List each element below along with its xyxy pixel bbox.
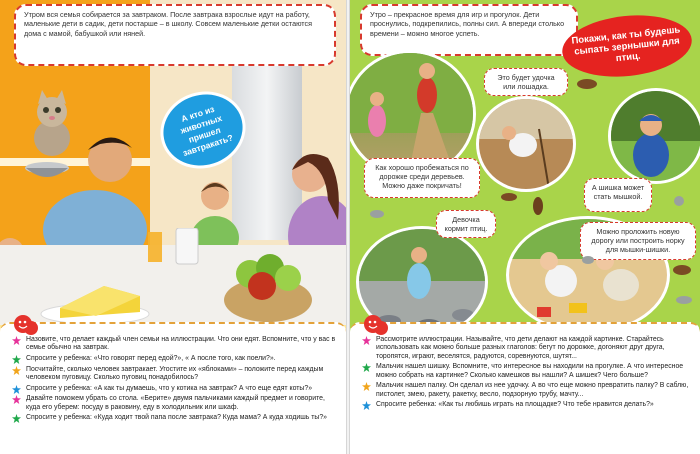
star-bullet-icon (12, 366, 21, 375)
task-text: Мальчик нашел шишку. Вспомните, что интересное вы находили на прогулке. А что интересное можно собрать на картинке? Сколько камешков вы нашли? А шишек? Чего больше? (376, 363, 684, 379)
task-text: Рассмотрите иллюстрации. Называйте, что дети делают на каждой картинке. Старайтесь использовать как можно больше разных глаголов: бегут по дорожке, догоняют друг друга, торопятся, играют, веселятся, радуются, соревнуются, шутят... (376, 336, 665, 360)
intro-text-right: Утро – прекрасное время для игр и прогулок. Дети проснулись, подкрепились, полны сил. А впереди столько времени – можно многое успеть. (370, 10, 565, 38)
task-text: Спросите ребенка: «Как ты любишь играть на площадке? Что тебе нравится делать?» (376, 401, 654, 409)
callout-cone-text: А шишка может стать мышкой. (591, 183, 645, 201)
stone (674, 196, 684, 206)
seeds-bubble (559, 9, 695, 82)
boy-stick-illustration (479, 99, 576, 192)
star-bullet-icon (362, 382, 371, 391)
boy-cone-photo (608, 88, 700, 184)
father-illustration (40, 120, 150, 250)
cheese-plate (40, 268, 150, 326)
callout-birds-text: Девочка кормит птиц. (444, 215, 488, 233)
mother-illustration (282, 140, 346, 250)
boy-cone-illustration (611, 91, 700, 184)
boy-stick-photo (476, 96, 576, 192)
task-text: Давайте поможем убрать со стола. «Берите» двумя пальчиками каждый предмет и говорите, куда его уберем: посуду в раковину, еду в холодильник или шкаф. (26, 395, 325, 411)
callout-road (580, 222, 696, 260)
callout-cone (584, 178, 652, 212)
task-text: Назовите, что делает каждый член семьи на иллюстрации. Что они едят. Вспомните, что у вас в семье обычно на завтрак. (26, 336, 336, 352)
task-item (26, 385, 338, 393)
tasks-panel-right (350, 322, 700, 454)
task-list (376, 336, 692, 410)
callout-run (364, 158, 480, 198)
task-text: Мальчик нашел палку. Он сделал из нее удочку. А во что еще можно превратить палку? В саблю, пистолет, змею, ракету, ракетку, весло, подзорную трубу, мачту... (376, 382, 689, 398)
task-item (26, 414, 338, 422)
stone (370, 210, 384, 218)
callout-fishing (484, 68, 568, 96)
pinecone-icon (500, 192, 518, 202)
star-bullet-icon (12, 385, 21, 394)
task-item (26, 395, 338, 412)
task-item (26, 355, 338, 363)
task-item (376, 363, 692, 380)
callout-road-text: Можно проложить новую дорогу или построить норку для мышки-шишки. (591, 227, 685, 254)
callout-fishing-text: Это будет удочка или лошадка. (497, 73, 555, 91)
pinecone-icon (576, 78, 598, 90)
callout-birds (436, 210, 496, 238)
task-text: Спросите у ребенка: «Куда ходит твой папа после завтрака? Куда мама? А куда ходишь ты?» (26, 414, 328, 422)
task-item (376, 336, 692, 361)
task-item (376, 401, 692, 409)
star-bullet-icon (12, 395, 21, 404)
task-text: Спросите у ребенка: «А как ты думаешь, что у котика на завтрак? А что еще едят коты?» (26, 384, 313, 392)
task-text: Посчитайте, сколько человек завтракает. Угостите их «яблоками» – положите перед каждым человеком пуговицу. Сколько пуговиц понадобилось? (26, 365, 324, 381)
pinecone-icon (672, 264, 692, 276)
star-bullet-icon (12, 355, 21, 364)
star-bullet-icon (12, 336, 21, 345)
left-page (0, 0, 346, 454)
seeds-bubble-text: Покажи, как ты будешь сыпать зернышки для птиц. (570, 23, 681, 64)
tasks-panel-left (0, 322, 346, 454)
animal-question-text: А кто из животных пришел завтракать? (179, 103, 235, 159)
callout-run-text: Как хорошо пробежаться по дорожке среди деревьев. Можно даже покричать! (375, 163, 469, 190)
intro-textbox (14, 4, 336, 66)
star-bullet-icon (12, 414, 21, 423)
juice-glasses (146, 228, 216, 272)
apple-bowl (222, 246, 312, 324)
star-bullet-icon (362, 336, 371, 345)
star-bullet-icon (362, 363, 371, 372)
stone (676, 296, 692, 304)
right-page (350, 0, 700, 454)
star-bullet-icon (362, 401, 371, 410)
task-text: Спросите у ребенка: «Что говорят перед едой?», « А после того, как поели?». (26, 355, 276, 362)
task-list (26, 336, 338, 423)
smiley-icon (362, 311, 388, 337)
intro-textbox-right (360, 4, 578, 56)
task-item (26, 336, 338, 353)
stone (582, 256, 594, 264)
task-item (376, 382, 692, 399)
smiley-icon (12, 311, 38, 337)
task-item (26, 366, 338, 383)
pinecone-icon (532, 196, 544, 216)
intro-text: Утром вся семья собирается за завтраком. После завтрака взрослые идут на работу, маленькие дети в садик, дети постарше – в школу. Совсем маленькие детки остаются дома с мамой, бабушкой или няней. (24, 10, 312, 38)
